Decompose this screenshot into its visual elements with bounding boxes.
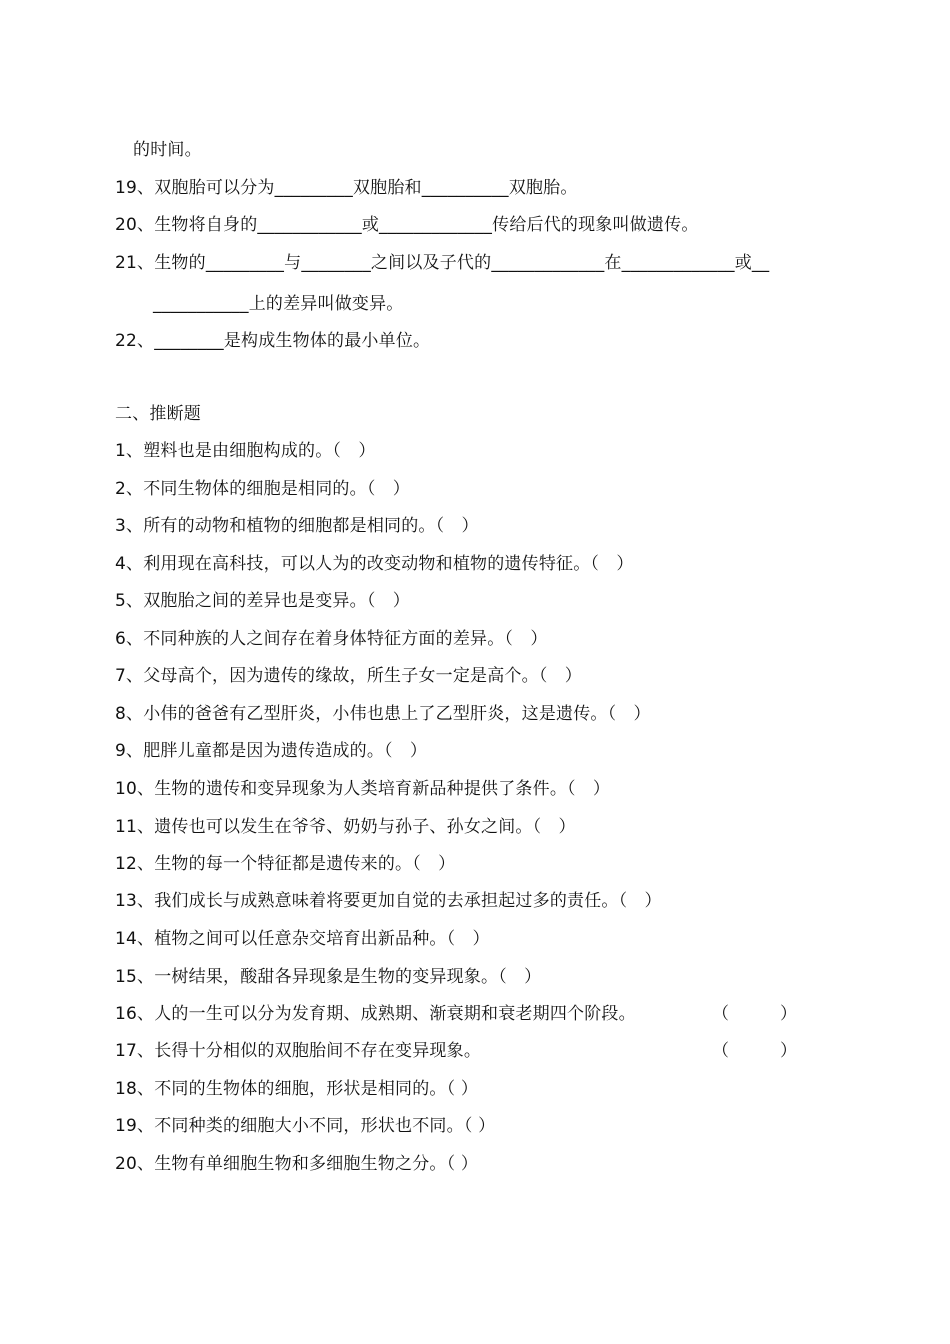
judgment-item-4: 4、利用现在高科技，可以人为的改变动物和植物的遗传特征。（ ） — [115, 554, 634, 574]
fill-in-question-21-line2: ___________上的差异叫做变异。 — [153, 294, 404, 314]
judgment-item-11: 11、遗传也可以发生在爷爷、奶奶与孙子、孙女之间。（ ） — [115, 817, 576, 837]
judgment-item-2: 2、不同生物体的细胞是相同的。（ ） — [115, 479, 410, 499]
judgment-item-19: 19、不同种类的细胞大小不同，形状也不同。（ ） — [115, 1116, 496, 1136]
judgment-item-3: 3、所有的动物和植物的细胞都是相同的。（ ） — [115, 516, 479, 536]
judgment-item-16-answer-paren: （ ） — [712, 1004, 797, 1024]
fill-in-question-20: 20、生物将自身的____________或_____________传给后代的现象叫做遗传。 — [115, 215, 699, 235]
judgment-item-18: 18、不同的生物体的细胞，形状是相同的。（ ） — [115, 1079, 479, 1099]
judgment-item-9: 9、肥胖儿童都是因为遗传造成的。（ ） — [115, 741, 428, 761]
judgment-item-5: 5、双胞胎之间的差异也是变异。（ ） — [115, 591, 410, 611]
judgment-item-12: 12、生物的每一个特征都是遗传来的。（ ） — [115, 854, 456, 874]
fill-in-question-19: 19、双胞胎可以分为_________双胞胎和__________双胞胎。 — [115, 178, 578, 198]
judgment-item-1: 1、塑料也是由细胞构成的。（ ） — [115, 441, 376, 461]
fill-in-continuation: 的时间。 — [133, 140, 202, 160]
judgment-item-17-answer-paren: （ ） — [712, 1041, 797, 1061]
judgment-item-16: 16、人的一生可以分为发育期、成熟期、渐衰期和衰老期四个阶段。 — [115, 1004, 636, 1024]
judgment-item-7: 7、父母高个，因为遗传的缘故，所生子女一定是高个。（ ） — [115, 666, 582, 686]
judgment-item-10: 10、生物的遗传和变异现象为人类培育新品种提供了条件。（ ） — [115, 779, 611, 799]
judgment-item-6: 6、不同种族的人之间存在着身体特征方面的差异。（ ） — [115, 629, 548, 649]
fill-in-question-22: 22、________是构成生物体的最小单位。 — [115, 331, 431, 351]
judgment-item-14: 14、植物之间可以任意杂交培育出新品种。（ ） — [115, 929, 490, 949]
judgment-item-17: 17、长得十分相似的双胞胎间不存在变异现象。 — [115, 1041, 482, 1061]
fill-in-question-21-line1: 21、生物的_________与________之间以及子代的_____________在_____________或__ — [115, 253, 770, 273]
judgment-item-8: 8、小伟的爸爸有乙型肝炎，小伟也患上了乙型肝炎，这是遗传。（ ） — [115, 704, 651, 724]
section-heading-judgment: 二、推断题 — [115, 404, 201, 424]
judgment-item-15: 15、一树结果，酸甜各异现象是生物的变异现象。（ ） — [115, 967, 542, 987]
judgment-item-20: 20、生物有单细胞生物和多细胞生物之分。（ ） — [115, 1154, 479, 1174]
judgment-item-13: 13、我们成长与成熟意味着将要更加自觉的去承担起过多的责任。（ ） — [115, 891, 662, 911]
